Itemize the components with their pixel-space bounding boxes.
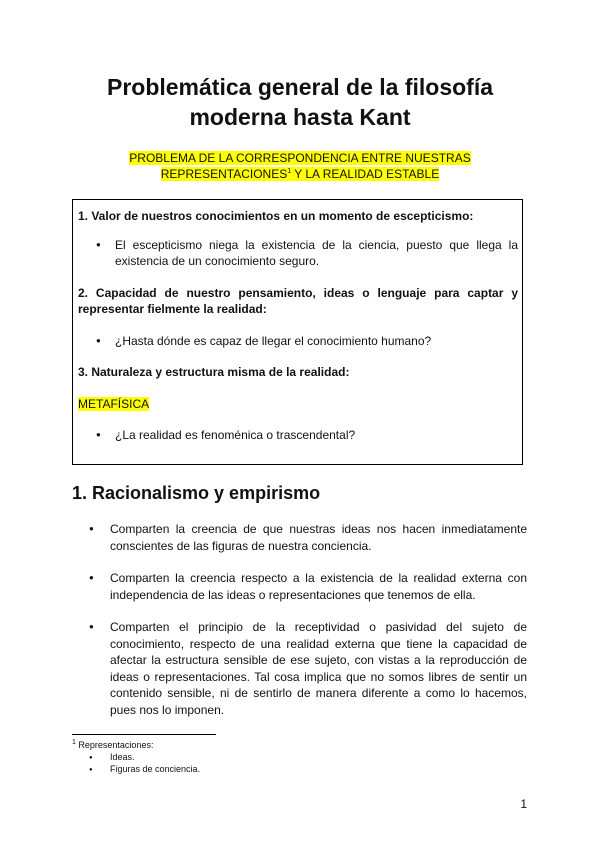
footnote-mark: 1 [72,739,76,746]
box-heading-2: 2. Capacidad de nuestro pensamiento, ideas o lenguaje para captar y representar fielmente la realidad: [78,285,518,316]
subtitle-highlight [129,151,470,181]
page-title [60,72,540,132]
section-list [72,521,527,734]
page-number: 1 [520,797,527,811]
box-bullet-2: ● ¿Hasta dónde es capaz de llegar el conocimiento humano? [78,333,518,350]
footnote-divider [72,734,216,735]
box-heading-1: 1. Valor de nuestros conocimientos en un momento de escepticismo: [78,209,474,223]
section-heading: 1. Racionalismo y empirismo [72,483,321,503]
subtitle-text-1: PROBLEMA DE LA CORRESPONDENCIA ENTRE NUESTRAS REPRESENTACIONES [129,151,471,181]
footnote-item: ● Figuras de conciencia. [72,763,200,775]
metafisica-label [78,396,518,413]
title-line-2: moderna hasta Kant [189,104,411,130]
footnote [72,739,200,775]
list-item: ● Comparten la creencia de que nuestras ideas nos hacen inmediatamente conscientes de las figuras de nuestra conciencia. [72,521,527,554]
subtitle [90,150,510,182]
footnote-label: Representaciones: [75,740,154,750]
subtitle-text-2: Y LA REALIDAD ESTABLE [291,167,440,181]
footnote-list [72,751,200,775]
box-bullet-3: ● ¿La realidad es fenoménica o trascendental? [78,427,518,444]
metafisica-highlight: METAFÍSICA [78,396,150,411]
box-bullet-1: ● El escepticismo niega la existencia de la ciencia, puesto que llega la existencia de un conocimiento seguro. [78,237,518,270]
footnote-item: ● Ideas. [72,751,200,763]
box-list-2 [78,333,518,350]
box-list-3 [78,427,518,444]
box-heading-3: 3. Naturaleza y estructura misma de la realidad: [78,365,350,379]
title-line-1: Problemática general de la filosofía [106,74,493,100]
list-item: ● Comparten el principio de la receptividad o pasividad del sujeto de conocimiento, respecto de una realidad externa que tiene la capacidad de afectar la estructura sensible de ese sujeto, con vistas a la reproducción de ideas o representaciones. Tal cosa implica que no somos libres de sentir un contenido sensible, ni de sentirlo de manera diferente a como lo hacemos, pues nos lo imponen. [72,619,527,718]
box-list-1 [78,237,518,270]
footnote-reference[interactable]: 1 [287,168,292,175]
problems-box [72,199,523,465]
list-item: ● Comparten la creencia respecto a la existencia de la realidad externa con independencia de las ideas o representaciones que tenemos de ella. [72,570,527,603]
